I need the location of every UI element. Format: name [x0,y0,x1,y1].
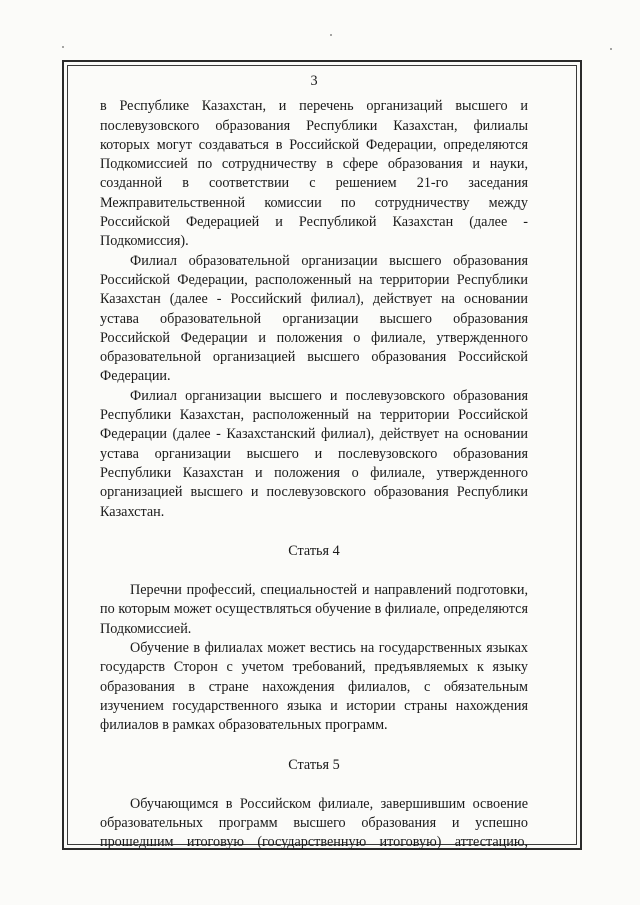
scan-speck [62,46,64,48]
paragraph-russian-branch: Филиал образовательной организации высшего образования Российской Федерации, расположенный на территории Республики Казахстан (далее - Российский филиал), действует на основании устава образовательной организации высшего образования Российской Федерации и положения о филиале, утвержденного образовательной организацией высшего образования Российской Федерации. [100,252,528,385]
article-4-paragraph-1: Перечни профессий, специальностей и направлений подготовки, по которым может осуществляться обучение в филиале, определяются Подкомиссией. [100,582,528,637]
article-4-paragraph-2: Обучение в филиалах может вестись на государственных языках государств Сторон с учетом требований, предъявляемых к языку образования в стране нахождения филиалов, с обязательным изучением государственного языка и истории страны нахождения филиалов в рамках образовательных программ. [100,640,528,734]
document-body [100,72,528,853]
page-number: 3 [310,73,318,89]
paragraph-kazakh-branch: Филиал организации высшего и послевузовского образования Республики Казахстан, расположенный на территории Российской Федерации (далее - Казахстанский филиал), действует на основании устава организации высшего и послевузовского образования Республики Казахстан и положения о филиале, утвержденного организацией высшего и послевузовского образования Республики Казахстан. [100,387,528,520]
scan-speck [610,48,612,50]
article-5-title: Статья 5 [288,756,340,773]
scan-speck [330,34,332,36]
paragraph-continued: в Республике Казахстан, и перечень организаций высшего и послевузовского образования Республики Казахстан, филиалы которых могут создаваться в Российской Федерации, определяются Подкомиссией по сотрудничеству в сфере образования и науки, созданной в соответствии с решением 21-го заседания Межправительственной комиссии по сотрудничеству между Российской Федерацией и Республикой Казахстан (далее - Подкомиссия). [100,98,528,250]
article-4-title: Статья 4 [288,542,340,559]
article-5-paragraph-1: Обучающимся в Российском филиале, завершившим освоение образовательных программ высшего образования и успешно прошедшим итоговую (государственную итоговую) аттестацию, [100,795,528,851]
